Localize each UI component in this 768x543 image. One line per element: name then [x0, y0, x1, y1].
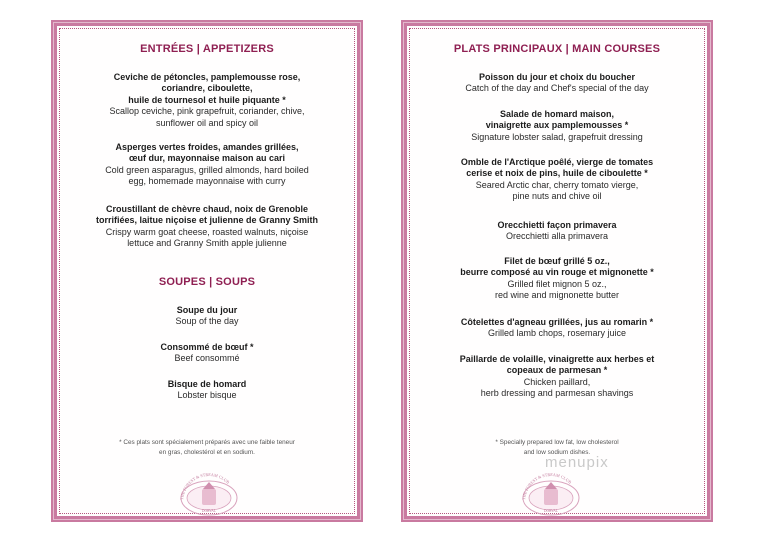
menu-item [65, 72, 349, 129]
menu-item [415, 354, 699, 400]
footnote: * Ces plats sont spécialement préparés avec une faible teneur en gras, cholestérol et en sodium. [119, 439, 295, 456]
menu-item [415, 109, 699, 143]
menu-page-right [401, 20, 713, 522]
item-name-en: Chicken paillard, herb dressing and parmesan shavings [480, 376, 634, 399]
svg-text:THE FOREST & STREAM CLUB: THE FOREST & STREAM CLUB [521, 471, 573, 501]
item-name-en: Seared Arctic char, cherry tomato vierge, pine nuts and chive oil [475, 179, 639, 202]
item-name-fr: Consommé de bœuf * [160, 342, 254, 352]
item-name-en: Crispy warm goat cheese, roasted walnuts, niçoise lettuce and Granny Smith apple julienne [105, 226, 309, 249]
item-name-fr: Salade de homard maison, vinaigrette aux pamplemousses * [485, 109, 629, 131]
svg-text:THE FOREST & STREAM CLUB: THE FOREST & STREAM CLUB [179, 471, 231, 501]
item-name-en: Cold green asparagus, grilled almonds, hard boiled egg, homemade mayonnaise with curry [105, 164, 309, 187]
section-title-soups: SOUPES | SOUPS [158, 276, 256, 288]
item-name-en: Grilled lamb chops, rosemary juice [487, 328, 627, 339]
footnote: * Specially prepared low fat, low cholesterol and low sodium dishes. [495, 439, 619, 456]
menu-item [415, 157, 699, 203]
item-name-en: Beef consommé [174, 353, 240, 364]
item-name-en: Signature lobster salad, grapefruit dressing [471, 131, 643, 142]
item-name-en: Grilled filet mignon 5 oz., red wine and mignonette butter [494, 278, 620, 301]
item-name-en: Lobster bisque [177, 390, 237, 401]
menu-item [65, 305, 349, 328]
item-name-en: Scallop ceviche, pink grapefruit, coriander, chive, sunflower oil and spicy oil [109, 106, 305, 128]
item-name-fr: Côtelettes d'agneau grillées, jus au romarin * [460, 317, 654, 327]
item-name-fr: Filet de bœuf grillé 5 oz., beurre composé au vin rouge et mignonette * [460, 256, 654, 278]
item-name-en: Orecchietti alla primavera [505, 231, 609, 242]
watermark: menupix [545, 454, 609, 471]
menu-item [65, 379, 349, 402]
item-name-fr: Asperges vertes froides, amandes grillées, œuf dur, mayonnaise maison au cari [115, 142, 299, 164]
menu-item [65, 204, 349, 250]
section-title-appetizers: ENTRÉES | APPETIZERS [140, 43, 274, 55]
item-name-fr: Croustillant de chèvre chaud, noix de Grenoble torrifiées, laitue niçoise et julienne de Granny Smith [95, 204, 319, 226]
menu-item [415, 72, 699, 95]
svg-text:DORVAL: DORVAL [543, 509, 559, 513]
item-name-fr: Orecchietti façon primavera [497, 220, 617, 230]
item-name-fr: Paillarde de volaille, vinaigrette aux herbes et copeaux de parmesan * [459, 354, 655, 376]
item-name-fr: Ceviche de pétoncles, pamplemousse rose, coriandre, ciboulette, huile de tournesol et huile piquante * [113, 72, 301, 105]
menu-item [65, 142, 349, 188]
svg-text:DORVAL: DORVAL [201, 509, 217, 513]
menu-item [415, 220, 699, 243]
item-name-fr: Soupe du jour [176, 305, 238, 315]
item-name-en: Soup of the day [175, 316, 239, 327]
menu-page-left [51, 20, 363, 522]
menu-item [415, 317, 699, 340]
club-crest-logo [519, 468, 583, 516]
menu-item [65, 342, 349, 365]
item-name-en: Catch of the day and Chef's special of the day [465, 83, 649, 94]
item-name-fr: Bisque de homard [167, 379, 247, 389]
section-title-main-courses: PLATS PRINCIPAUX | MAIN COURSES [453, 43, 661, 55]
menu-item [415, 256, 699, 302]
club-crest-logo [177, 468, 241, 516]
item-name-fr: Omble de l'Arctique poêlé, vierge de tomates cerise et noix de pins, huile de ciboulette * [460, 157, 654, 179]
item-name-fr: Poisson du jour et choix du boucher [478, 72, 635, 82]
